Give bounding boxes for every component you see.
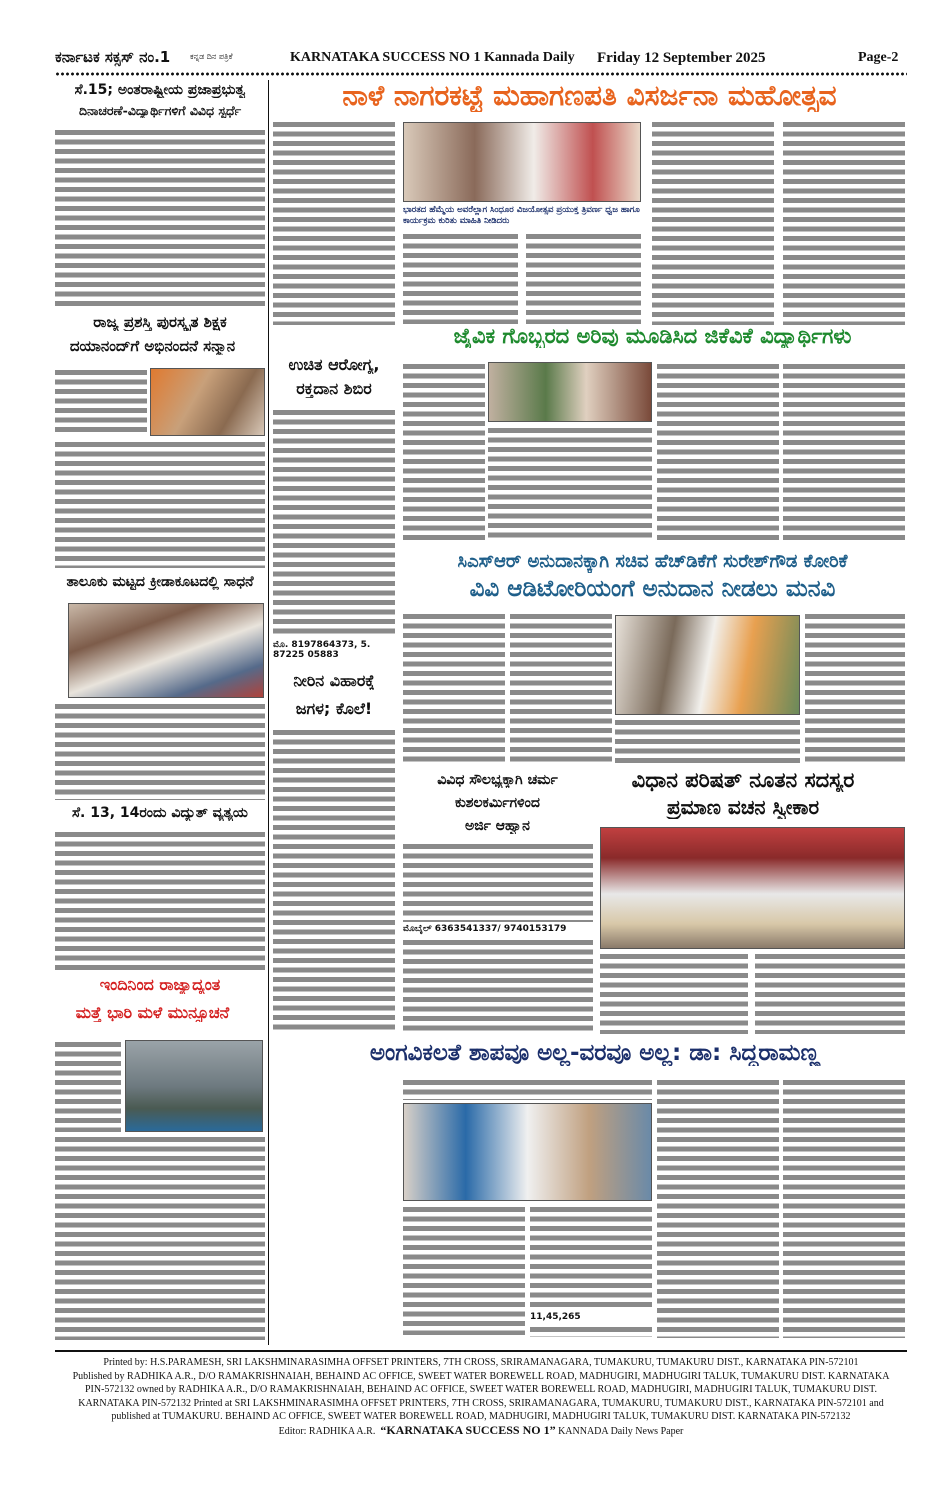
disability-body-e <box>783 1078 905 1338</box>
democracy-headline-2: ದಿನಾಚರಣೆ-ವಿದ್ಯಾರ್ಥಿಗಳಿಗೆ ವಿವಿಧ ಸ್ಪರ್ಧೆ <box>78 104 242 118</box>
csr-headline-2: ವಿವಿ ಆಡಿಟೋರಿಯಂಗೆ ಅನುದಾನ ನೀಡಲು ಮನವಿ <box>469 576 836 602</box>
rain-body-a <box>55 1040 121 1132</box>
power-headline: ಸೆ. 13, 14ರಂದು ವಿದ್ಯುತ್ ವ್ಯತ್ಯಯ <box>72 805 248 821</box>
rain-headline-1: ಇಂದಿನಿಂದ ರಾಜ್ಯಾದ್ಯಂತ <box>99 976 221 994</box>
imprint <box>55 1356 907 1438</box>
page-number: Page-2 <box>858 50 899 65</box>
lead-photo <box>403 122 641 202</box>
csr-headline-1: ಸಿಎಸ್‌ಆರ್ ಅನುದಾನಕ್ಕಾಗಿ ಸಚಿವ ಹೆಚ್‌ಡಿಕೆಗೆ ಸುರೇಶ್‌ಗೌಡ ಕೋರಿಕೆ <box>457 552 848 572</box>
imprint-line-1: Printed by: H.S.PARAMESH, SRI LAKSHMINARASIMHA OFFSET PRINTERS, 7TH CROSS, SRIRAMANAGARA, TUMAKURU, TUMAKURU DIST., KARNATAKA PIN-572101 <box>103 1357 859 1368</box>
health-body <box>273 408 395 638</box>
imprint-line-3: PIN-572132 owned by RADHIKA A.R., D/O RAMAKRISHNAIAH, BEHAIND AC OFFICE, SWEET WATER BOREWELL ROAD, MADHUGIRI, MADHUGIRI TALUK, TUMAKURU DIST. <box>84 1384 878 1395</box>
imprint-line-5: published at TUMAKURU. BEHAIND AC OFFICE, SWEET WATER BOREWELL ROAD, MADHUGIRI, MADHUGIRI TALUK, TUMAKURU DIST. KARNATAKA PIN-572132 <box>111 1411 851 1422</box>
csr-body-a <box>403 612 505 764</box>
disability-figure: 11,45,265 <box>530 1312 652 1322</box>
teacher-photo <box>150 368 265 436</box>
editor-label: Editor: RADHIKA A.R. <box>278 1425 376 1437</box>
health-phone: ಮೊ. 8197864373, 5. 87225 05883 <box>273 640 395 660</box>
leather-body-b <box>403 938 593 1033</box>
disability-headline: ಅಂಗವಿಕಲತೆ ಶಾಪವೂ ಅಲ್ಲ-ವರವೂ ಅಲ್ಲ: ಡಾ: ಸಿದ್ದರಾಮಣ್ಣ <box>369 1040 821 1066</box>
murder-body <box>273 728 395 1033</box>
lead-photo-caption: ಭಾರತದ ಹೆಮ್ಮೆಯ ಅವರೆಲ್ಲಾಗ ಸಿಂಧೂರ ವಿಜಯೋತ್ಸವ ಪ್ರಯುಕ್ತ ತ್ರಿವರ್ಣ ಧ್ವಜ ಹಾಗೂ ಕಾರ್ಯಕ್ರಮ ಕುರಿತು ಮಾಹಿತಿ ನೀಡಿದರು <box>403 205 640 227</box>
lead-headline: ನಾಳೆ ನಾಗರಕಟ್ಟೆ ಮಹಾಗಣಪತಿ ವಿಸರ್ಜನಾ ಮಹೋತ್ಸವ <box>342 80 837 112</box>
sports-headline: ತಾಲೂಕು ಮಟ್ಟದ ಕ್ರೀಡಾಕೂಟದಲ್ಲಿ ಸಾಧನೆ <box>66 574 254 590</box>
leather-body-a <box>403 842 593 922</box>
paper-suffix: KANNADA Daily News Paper <box>558 1425 684 1437</box>
footer-rule <box>55 1350 907 1352</box>
csr-body-c <box>615 718 800 764</box>
teacher-headline-1: ರಾಜ್ಯ ಪ್ರಶಸ್ತಿ ಪುರಸ್ಕೃತ ಶಿಕ್ಷಕ <box>93 314 227 331</box>
paper-name: “KARNATAKA SUCCESS NO 1” <box>380 1422 556 1437</box>
imprint-line-2: Published by RADHIKA A.R., D/O RAMAKRISHNAIAH, BEHAIND AC OFFICE, SWEET WATER BOREWELL ROAD, MADHUGIRI, MADHUGIRI TALUK, TUMAKURU DIST. KARNATAKA <box>72 1370 890 1382</box>
sports-photo <box>68 603 264 698</box>
organic-body-b <box>488 426 652 542</box>
csr-body-b <box>510 612 612 764</box>
power-body <box>55 830 265 970</box>
masthead-kannada-title: ಕರ್ನಾಟಕ ಸಕ್ಸಸ್ ನಂ.1 <box>55 48 171 66</box>
council-headline-1: ವಿಧಾನ ಪರಿಷತ್ ನೂತನ ಸದಸ್ಯರ <box>631 768 855 792</box>
disability-body-c <box>530 1325 652 1337</box>
teacher-headline-2: ದಯಾನಂದ್‌ಗೆ ಅಭಿನಂದನೆ ಸನ್ಮಾನ <box>69 338 236 355</box>
leather-headline-3: ಅರ್ಜಿ ಆಹ್ವಾನ <box>465 818 530 834</box>
lead-body-col-4 <box>652 120 774 325</box>
disability-body-b <box>530 1205 652 1310</box>
imprint-line-4: KARNATAKA PIN-572132 Printed at SRI LAKSHMINARASIMHA OFFSET PRINTERS, 7TH CROSS, SRIRAMANAGARA, TUMAKURU, TUMAKURU DIST., KARNATAKA PIN-572101 and <box>78 1397 884 1409</box>
leather-headline-2: ಕುಶಲಕರ್ಮಿಗಳಿಂದ <box>455 795 540 811</box>
issue-date: Friday 12 September 2025 <box>597 50 766 66</box>
lead-body-col-3 <box>526 232 641 324</box>
sports-body <box>55 702 265 800</box>
masthead-kannada-sub: ಕನ್ನಡ ದಿನ ಪತ್ರಿಕೆ <box>190 52 233 61</box>
teacher-body-a <box>55 368 147 436</box>
csr-photo <box>615 615 800 715</box>
disability-body-top <box>403 1078 652 1100</box>
organic-body-c <box>657 362 779 542</box>
leather-phone: ಮೊಬೈಲ್ 6363541337/ 9740153179 <box>403 924 593 934</box>
editor-line <box>55 1424 907 1439</box>
murder-headline-1: ನೀರಿನ ವಿಹಾರಕ್ಕೆ <box>293 672 375 690</box>
teacher-body-b <box>55 440 265 568</box>
rain-headline-2: ಮತ್ತೆ ಭಾರಿ ಮಳೆ ಮುನ್ಸೂಚನೆ <box>75 1004 230 1022</box>
disability-photo <box>403 1103 652 1201</box>
csr-body-d <box>805 612 905 764</box>
organic-body-d <box>783 362 905 542</box>
democracy-headline-1: ಸೆ.15; ಅಂತರಾಷ್ಟ್ರೀಯ ಪ್ರಜಾಪ್ರಭುತ್ವ <box>74 82 246 98</box>
council-body-a <box>600 952 748 1034</box>
disability-body-d <box>657 1078 779 1338</box>
council-body-b <box>755 952 905 1034</box>
column-rule <box>268 80 269 1345</box>
masthead-english-title: KARNATAKA SUCCESS NO 1 Kannada Daily <box>290 50 575 65</box>
democracy-body <box>55 128 265 306</box>
disability-body-a <box>403 1205 525 1335</box>
rain-photo <box>125 1040 263 1132</box>
lead-body-col-5 <box>783 120 905 325</box>
lead-body-col-2 <box>403 232 518 324</box>
organic-headline: ಜೈವಿಕ ಗೊಬ್ಬರದ ಅರಿವು ಮೂಡಿಸಿದ ಜಿಕೆವಿಕೆ ವಿದ್ಯಾರ್ಥಿಗಳು <box>453 324 852 348</box>
organic-photo <box>488 362 652 422</box>
leather-headline-1: ವಿವಿಧ ಸೌಲಭ್ಯಕ್ಕಾಗಿ ಚರ್ಮ <box>437 772 558 788</box>
health-headline-1: ಉಚಿತ ಆರೋಗ್ಯ, <box>288 356 380 374</box>
health-headline-2: ರಕ್ತದಾನ ಶಿಬಿರ <box>296 380 372 398</box>
lead-body-col-1 <box>273 120 395 325</box>
organic-body-a <box>403 362 485 542</box>
council-headline-2: ಪ್ರಮಾಣ ವಚನ ಸ್ವೀಕಾರ <box>666 796 820 819</box>
dotted-divider <box>55 72 907 76</box>
council-photo <box>600 827 905 949</box>
murder-headline-2: ಜಗಳ; ಕೊಲೆ! <box>295 700 373 718</box>
rain-body-b <box>55 1135 265 1340</box>
